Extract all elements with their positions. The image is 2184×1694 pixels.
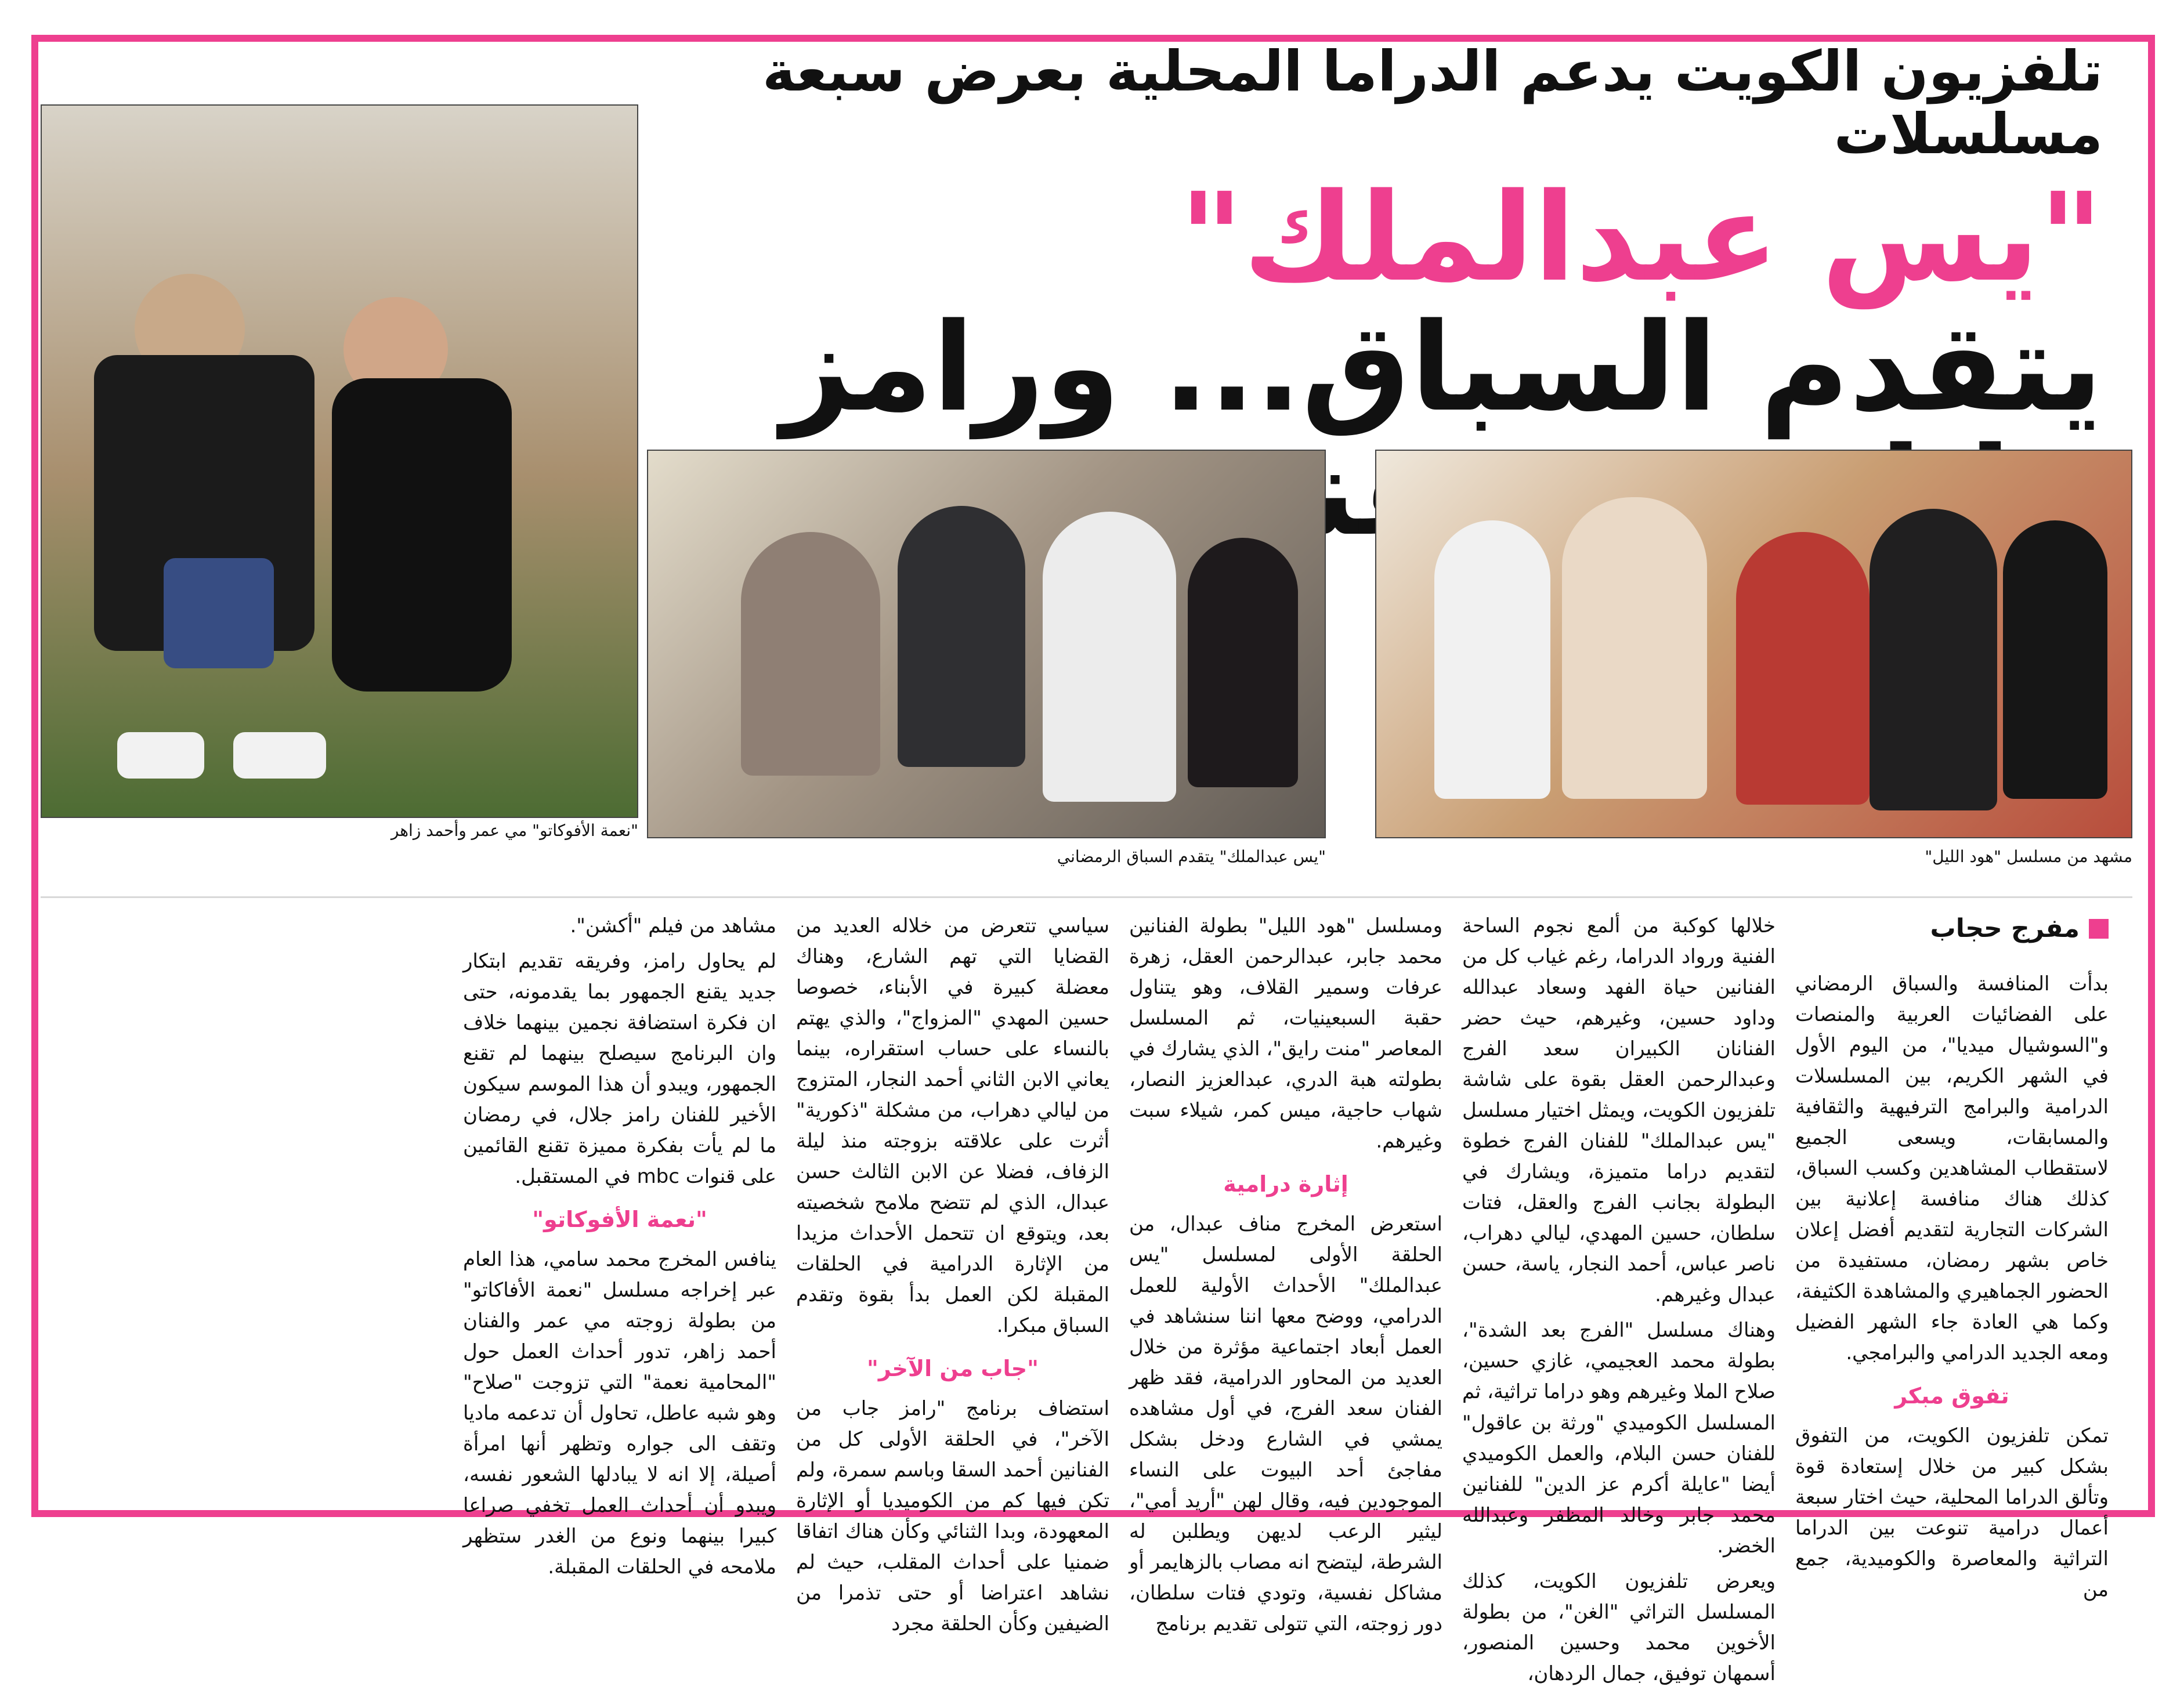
column-2-paragraph-3: ويعرض تلفزيون الكويت، كذلك المسلسل التراثي "الغن"، من بطولة الأخوين محمد وحسين المنصور، أسمهان توفيق، جمال الردهان، (1462, 1569, 1776, 1685)
byline (1930, 914, 2109, 943)
caption-right: مشهد من مسلسل "هود الليل" (1925, 847, 2132, 866)
column-5-paragraph-tail: ينافس المخرج محمد سامي، هذا العام عبر إخراجه مسلسل "نعمة الأفاكاتو" من بطولة زوجته مي عمر والفنان أحمد زاهر، تدور أحداث العمل حول "المحامية نعمة" التي تزوجت "صلاح" وهو شبه عاطل، تحاول أن تدعمه ماديا وتقف الى جواره وتظهر أنها امرأة أصيلة، إلا انه لا يبادلها الشعور نفسه، ويبدو أن أحداث العمل تخفي صراعا كبيرا بينهما ونوع من الغدر ستظهر ملامحه في الحلقات المقبلة. (463, 1247, 776, 1579)
photo-middle (647, 450, 1326, 838)
column-1-paragraph: بدأت المنافسة والسباق الرمضاني على الفضائيات العربية والمنصات و"السوشيال ميديا"، من اليوم الأول في الشهر الكريم، بين المسلسلات الدرامية والبرامج الترفيهية والثقافية والمسابقات، ويسعى الجميع لاستقطاب المشاهدين وكسب السباق، كذلك هناك منافسة إعلانية بين الشركات التجارية لتقديم أفضل إعلان خاص بشهر رمضان، مستفيدة من الحضور الجماهيري والمشاهدة الكثيفة، وكما هي العادة جاء الشهر الفضيل ومعه الجديد الدرامي والبرامجي. (1795, 972, 2109, 1365)
column-4-paragraph: سياسي تتعرض من خلاله العديد من القضايا التي تهم الشارع، وهناك معضلة كبيرة في الأبناء، خصوصا حسين المهدي "المزواج"، والذي يهتم بالنساء على حساب استقراره، بينما يعاني الابن الثاني أحمد النجار، المتزوج من ليالي دهراب، من مشكلة "ذكورية" أثرت على علاقته بزوجته منذ ليلة الزفاف، فضلا عن الابن الثالث حسن عبدال، الذي لم تتضح ملامح شخصيته بعد، ويتوقع ان تتحمل الأحداث مزيدا من الإثارة الدرامية في الحلقات المقبلة لكن العمل بدأ بقوة وتقدم السباق مبكرا. (796, 914, 1109, 1338)
article-kicker: تلفزيون الكويت يدعم الدراما المحلية بعرض سبعة مسلسلات (762, 39, 2103, 166)
column-5-paragraph-1: مشاهد من فيلم "أكشن". (570, 914, 776, 938)
column-2-paragraph-2: وهناك مسلسل "الفرج بعد الشدة"، بطولة محمد العجيمي، غازي حسين، صلاح الملا وغيرهم وهو دراما تراثية، ثم المسلسل الكوميدي "ورثة بن عاقول" للفنان حسن البلام، والعمل الكوميدي أيضا "عايلة أكرم عز الدين" للفنانين محمد جابر وخالد المظفر وعبدالله الخضر. (1462, 1319, 1776, 1558)
column-5-subhead: "نعمة الأفوكاتو" (532, 1207, 707, 1233)
section-divider (41, 896, 2132, 898)
column-3 (1129, 911, 1442, 1644)
column-3-paragraph-tail: استعرض المخرج مناف عبدال، من الحلقة الأولى لمسلسل "يس عبدالملك" الأحداث الأولية للعمل الدرامي، ووضح معها اننا سنشاهد في العمل أبعاد اجتماعية مؤثرة من خلال العديد من المحاور الدرامية، فقد ظهر الفنان سعد الفرج، في أول مشاهده يمشي في الشارع ودخل بشكل مفاجئ أحد البيوت على النساء الموجودين فيه، وقال لهن "أريد أمي"، ليثير الرعب لديهن ويطلبن له الشرطة، ليتضح انه مصاب بالزهايمر أو مشاكل نفسية، وتودي فتات سلطان، دور زوجته، التي تتولى تقديم برنامج (1129, 1212, 1442, 1635)
column-3-subhead: إثارة درامية (1223, 1171, 1348, 1197)
column-3-paragraph: ومسلسل "هود الليل" بطولة الفنانين محمد جابر، عبدالرحمن العقل، زهرة عرفات وسمير القلاف، وهو يتناول حقبة السبعينيات، ثم المسلسل المعاصر "منت رايق"، الذي يشارك في بطولته هبة الدري، عبدالعزيز النصار، شهاب حاجية، ميس كمر، شيلاء سبت وغيرهم. (1129, 914, 1442, 1153)
column-5 (463, 911, 776, 1587)
byline-square-icon (2089, 919, 2109, 939)
caption-left: "نعمة الأفوكاتو" مي عمر وأحمد زاهر (390, 821, 638, 840)
column-4-subhead: "جاب من الآخر" (867, 1356, 1039, 1382)
column-2-paragraph-1: خلالها كوكبة من ألمع نجوم الساحة الفنية ورواد الدراما، رغم غياب كل من الفنانين حياة الفهد وسعاد عبدالله وداود حسين، وغيرهم، حيث حضر الفنانان الكبيران سعد الفرج وعبدالرحمن العقل بقوة على شاشة تلفزيون الكويت، ويمثل اختيار مسلسل "يس عبدالملك" للفنان الفرج خطوة لتقديم دراما متميزة، ويشارك في البطولة بجانب الفرج والعقل، فتات سلطان، حسين المهدي، ليالي دهراب، ناصر عباس، أحمد النجار، ياسة، حسن عبدال وغيرهم. (1462, 914, 1776, 1307)
byline-name: مفرج حجاب (1930, 914, 2080, 943)
photo-left (41, 104, 638, 818)
column-1-subhead: تفوق مبكر (1894, 1383, 2009, 1409)
column-4-paragraph-tail: استضاف برنامج "رامز جاب من الآخر"، في الحلقة الأولى كل من الفنانين أحمد السقا وباسم سمرة، ولم تكن فيها كم من الكوميديا أو الإثارة المعهودة، وبدا الثنائي وكأن هناك اتفاقا ضمنيا على أحداث المقلب، حيث لم نشاهد اعتراضا أو حتى تذمرا من الضيفين وكأن الحلقة مجرد (796, 1396, 1109, 1635)
column-1 (1795, 969, 2109, 1610)
column-4 (796, 911, 1109, 1644)
article-title-sub: يتقدم السباق... ورامز (781, 296, 2103, 439)
article-title-main: "يس عبدالملك" (1180, 166, 2103, 309)
column-2 (1462, 911, 1776, 1694)
photo-right (1375, 450, 2132, 838)
column-5-paragraph-2: لم يحاول رامز، وفريقه تقديم ابتكار جديد يقنع الجمهور بما يقدمونه، حتى ان فكرة استضافة نجمين بينهما خلاف وان البرنامج سيصلح بينهما لم تقنع الجمهور، ويبدو أن هذا الموسم سيكون الأخير للفنان رامز جلال، في رمضان ما لم يأت بفكرة مميزة تقنع القائمين على قنوات mbc في المستقبل. (463, 950, 776, 1189)
caption-middle: "يس عبدالملك" يتقدم السباق الرمضاني (1057, 847, 1326, 866)
column-1-paragraph-tail: تمكن تلفزيون الكويت، من التفوق بشكل كبير من خلال إستعادة قوة وتألق الدراما المحلية، حيث اختار سبعة أعمال درامية تنوعت بين الدراما التراثية والمعاصرة والكوميدية، جمع من (1795, 1424, 2109, 1601)
